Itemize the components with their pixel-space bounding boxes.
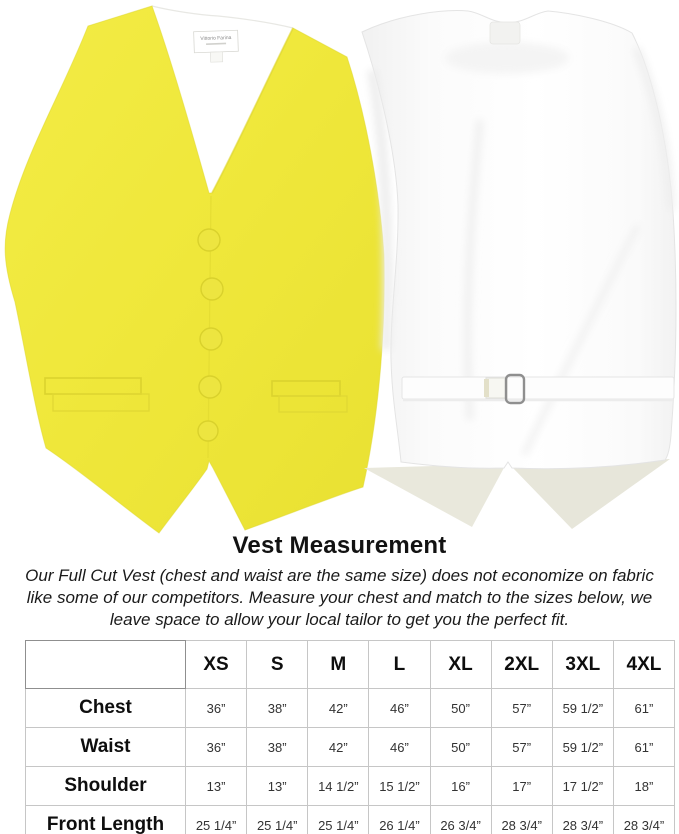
size-cell: 38”	[247, 728, 308, 767]
table-row-front-length	[26, 806, 675, 834]
size-cell: 28 3/4”	[552, 806, 613, 834]
row-label: Front Length	[26, 806, 186, 834]
size-cell: 18”	[613, 767, 674, 806]
size-cell: 16”	[430, 767, 491, 806]
vest-button	[198, 229, 220, 251]
size-cell: 14 1/2”	[308, 767, 369, 806]
size-cell: 17”	[491, 767, 552, 806]
size-cell: 25 1/4”	[247, 806, 308, 834]
description-line: like some of our competitors. Measure your chest and match to the sizes below, we	[26, 588, 653, 607]
size-column-header: XL	[430, 641, 491, 689]
collar-loop	[490, 22, 520, 44]
size-column-header: 3XL	[552, 641, 613, 689]
back-vest	[362, 11, 676, 529]
size-cell: 26 3/4”	[430, 806, 491, 834]
size-cell: 59 1/2”	[552, 689, 613, 728]
size-cell: 46”	[369, 728, 430, 767]
size-table-corner-cell	[26, 641, 186, 689]
strap-slider	[486, 378, 507, 398]
size-cell: 36”	[186, 728, 247, 767]
table-row-chest	[26, 689, 675, 728]
row-label: Shoulder	[26, 767, 186, 806]
size-cell: 28 3/4”	[613, 806, 674, 834]
size-cell: 59 1/2”	[552, 728, 613, 767]
size-table	[25, 640, 675, 834]
size-column-header: XS	[186, 641, 247, 689]
vest-button	[198, 421, 218, 441]
size-cell: 36”	[186, 689, 247, 728]
size-cell: 38”	[247, 689, 308, 728]
size-cell: 57”	[491, 728, 552, 767]
size-column-header: 4XL	[613, 641, 674, 689]
size-column-header: L	[369, 641, 430, 689]
back-strap	[402, 375, 674, 403]
description-line: leave space to allow your local tailor to get you the perfect fit.	[109, 610, 570, 629]
back-vest-lining-left	[364, 464, 506, 527]
front-vest-body	[5, 6, 384, 533]
size-tag	[210, 52, 222, 62]
page-title: Vest Measurement	[232, 532, 447, 559]
size-column-header: S	[247, 641, 308, 689]
size-table-header-row	[26, 641, 675, 689]
back-vest-lining-right	[513, 459, 670, 529]
size-cell: 46”	[369, 689, 430, 728]
size-cell: 50”	[430, 689, 491, 728]
size-column-header: M	[308, 641, 369, 689]
size-cell: 15 1/2”	[369, 767, 430, 806]
size-cell: 50”	[430, 728, 491, 767]
table-row-shoulder	[26, 767, 675, 806]
size-cell: 13”	[247, 767, 308, 806]
front-vest	[5, 6, 384, 533]
table-row-waist	[26, 728, 675, 767]
size-cell: 42”	[308, 728, 369, 767]
description-line: Our Full Cut Vest (chest and waist are the same size) does not economize on fabric	[25, 566, 654, 585]
size-cell: 26 1/4”	[369, 806, 430, 834]
size-cell: 61”	[613, 728, 674, 767]
vest-button	[201, 278, 223, 300]
size-cell: 17 1/2”	[552, 767, 613, 806]
size-cell: 25 1/4”	[186, 806, 247, 834]
size-cell: 61”	[613, 689, 674, 728]
size-cell: 13”	[186, 767, 247, 806]
size-cell: 25 1/4”	[308, 806, 369, 834]
brand-label-text: Vittorio Farina	[200, 34, 232, 43]
vest-button	[200, 328, 222, 350]
brand-label-tag	[194, 30, 239, 63]
strap-slider-edge	[484, 379, 489, 397]
row-label: Chest	[26, 689, 186, 728]
vest-button	[199, 376, 221, 398]
front-vest-collar-edge	[152, 6, 293, 28]
size-cell: 57”	[491, 689, 552, 728]
size-column-header: 2XL	[491, 641, 552, 689]
description	[2, 565, 678, 631]
size-cell: 42”	[308, 689, 369, 728]
size-cell: 28 3/4”	[491, 806, 552, 834]
row-label: Waist	[26, 728, 186, 767]
